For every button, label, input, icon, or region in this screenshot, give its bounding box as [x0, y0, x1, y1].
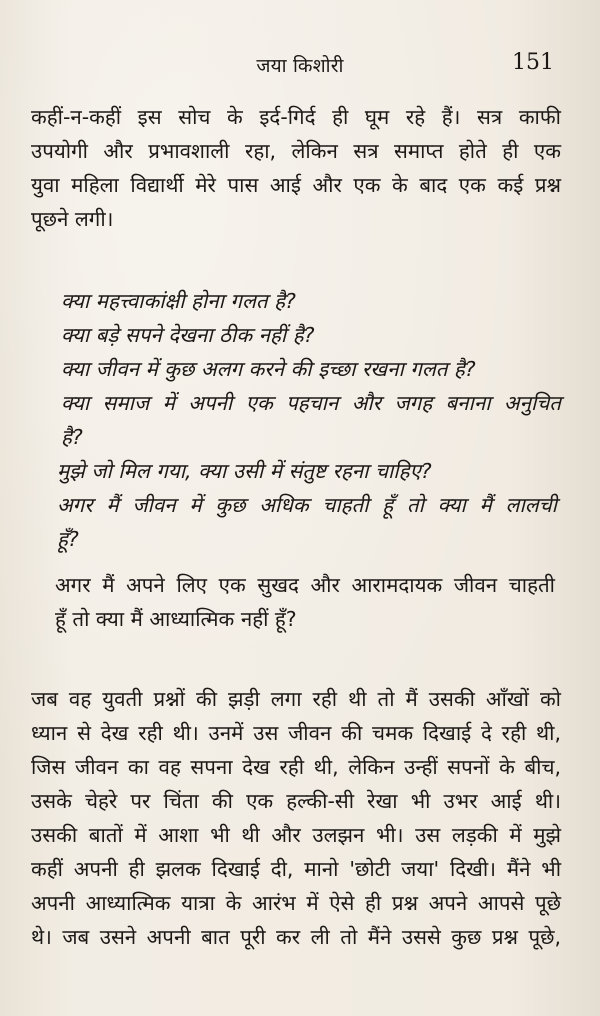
page-number: 151 — [512, 50, 554, 75]
question-line: हूँ तो क्या मैं आध्यात्मिक नहीं हूँ? — [55, 607, 297, 631]
text-line: ध्यान से देख रही थी। उनमें उस जीवन की चमक दिखाई दे रही थी, — [31, 721, 561, 745]
text-line: जिस जीवन का वह सपना देख रही थी, लेकिन उन्हीं सपनों के बीच, — [31, 755, 561, 779]
question-line: हूँ? — [57, 527, 79, 551]
book-title: जया किशोरी — [256, 55, 344, 77]
text-line: युवा महिला विद्यार्थी मेरे पास आई और एक के बाद एक कई प्रश्न — [31, 173, 561, 197]
text-line: उपयोगी और प्रभावशाली रहा, लेकिन सत्र समाप्त होते ही एक — [31, 139, 561, 163]
question-line: क्या महत्त्वाकांक्षी होना गलत है? — [61, 289, 296, 313]
text-line: जब वह युवती प्रश्नों की झड़ी लगा रही थी तो मैं उसकी आँखों को — [31, 687, 561, 711]
running-head — [0, 50, 600, 80]
text-line: पूछने लगी। — [31, 207, 114, 231]
question-line: क्या बड़े सपने देखना ठीक नहीं है? — [61, 323, 315, 347]
text-line: अपनी आध्यात्मिक यात्रा के आरंभ में ऐसे ही प्रश्न अपने आपसे पूछे — [31, 891, 561, 915]
question-line: मुझे जो मिल गया, क्या उसी में संतुष्ट रहना चाहिए? — [57, 459, 432, 483]
question-line: क्या समाज में अपनी एक पहचान और जगह बनाना अनुचित — [61, 391, 561, 415]
question-line: है? — [61, 425, 83, 449]
question-line: अगर मैं जीवन में कुछ अधिक चाहती हूँ तो क्या मैं लालची — [57, 493, 557, 517]
text-line: कहीं-न-कहीं इस सोच के इर्द-गिर्द ही घूम रहे हैं। सत्र काफी — [31, 105, 561, 129]
text-line: उसके चेहरे पर चिंता की एक हल्की-सी रेखा भी उभर आई थी। — [31, 789, 561, 813]
text-line: कहीं अपनी ही झलक दिखाई दी, मानो 'छोटी जया' दिखी। मैंने भी — [31, 857, 561, 881]
question-line: अगर मैं अपने लिए एक सुखद और आरामदायक जीवन चाहती — [55, 573, 555, 597]
text-line: उसकी बातों में आशा भी थी और उलझन भी। उस लड़की में मुझे — [31, 823, 561, 847]
question-line: क्या जीवन में कुछ अलग करने की इच्छा रखना गलत है? — [61, 357, 476, 381]
text-line: थे। जब उसने अपनी बात पूरी कर ली तो मैंने उससे कुछ प्रश्न पूछे, — [31, 925, 561, 949]
